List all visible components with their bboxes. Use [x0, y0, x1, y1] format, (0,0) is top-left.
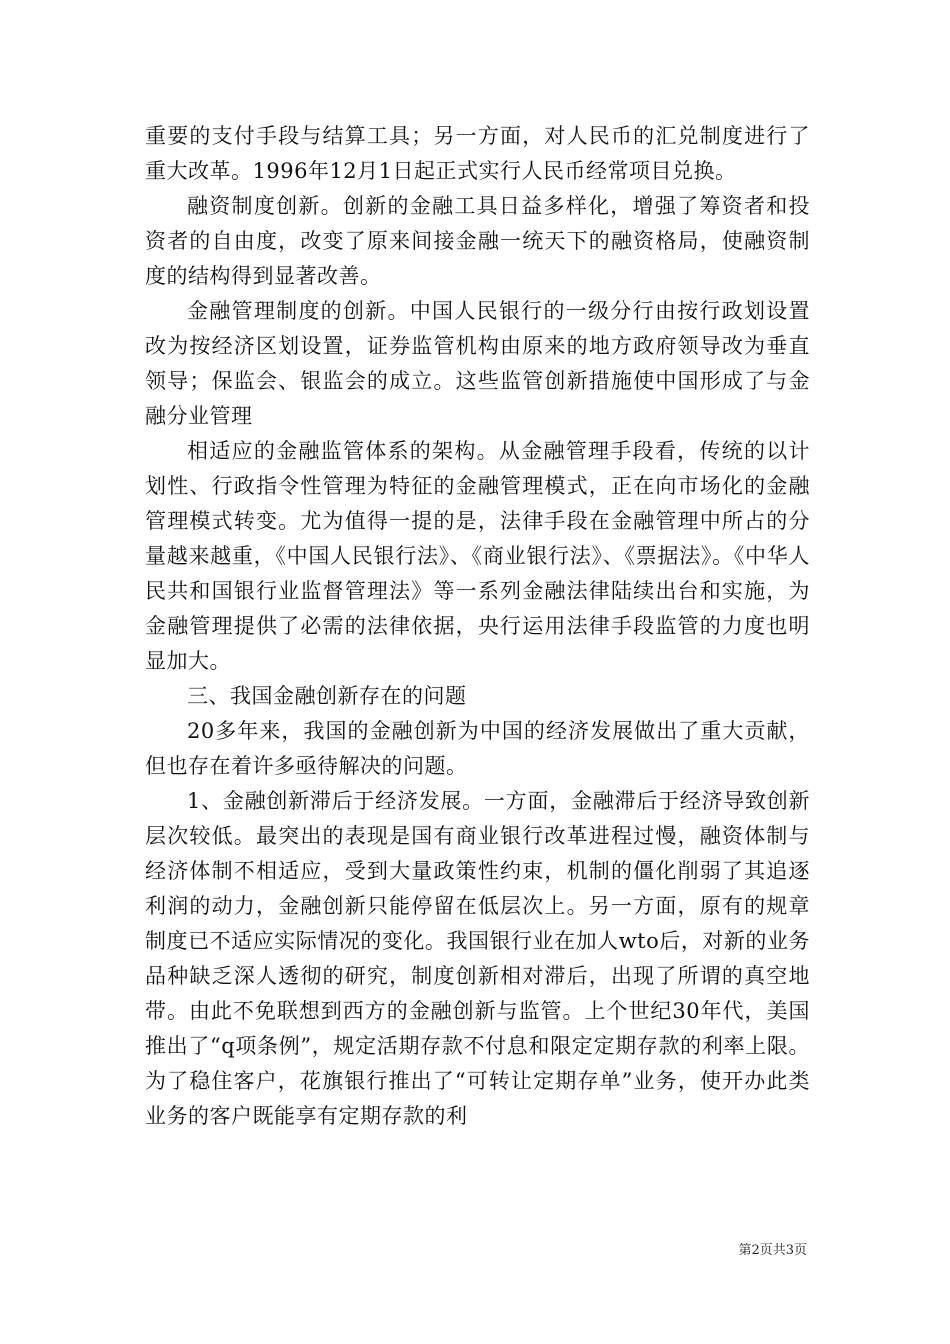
paragraph-1: 重要的支付手段与结算工具；另一方面，对人民币的汇兑制度进行了重大改革。1996年12月1日起正式实行人民币经常项目兑换。: [145, 124, 810, 183]
section-heading: 三、我国金融创新存在的问题: [187, 684, 467, 708]
body-text: [145, 119, 810, 1134]
paragraph-5: 20多年来，我国的金融创新为中国的经济发展做出了重大贡献，但也存在着许多亟待解决的问题。: [145, 719, 810, 778]
page-number: 第2页共3页: [738, 1243, 807, 1258]
paragraph-3: 金融管理制度的创新。中国人民银行的一级分行由按行政划设置改为按经济区划设置，证券监管机构由原来的地方政府领导改为垂直领导；保监会、银监会的成立。这些监管创新措施使中国形成了与金融分业管理: [145, 299, 810, 428]
paragraph-4: 相适应的金融监管体系的架构。从金融管理手段看，传统的以计划性、行政指令性管理为特征的金融管理模式，正在向市场化的金融管理模式转变。尤为值得一提的是，法律手段在金融管理中所占的分量越来越重，《中国人民银行法》、《商业银行法》、《票据法》。《中华人民共和国银行业监督管理法》等一系列金融法律陆续出台和实施，为金融管理提供了必需的法律依据，央行运用法律手段监管的力度也明显加大。: [145, 439, 810, 673]
paragraph-6: 1、金融创新滞后于经济发展。一方面，金融滞后于经济导致创新层次较低。最突出的表现是国有商业银行改革进程过慢，融资体制与经济体制不相适应，受到大量政策性约束，机制的僵化削弱了其追逐利润的动力，金融创新只能停留在低层次上。另一方面，原有的规章制度已不适应实际情况的变化。我国银行业在加人wto后，对新的业务品种缺乏深人透彻的研究，制度创新相对滞后，出现了所谓的真空地带。由此不免联想到西方的金融创新与监管。上个世纪30年代，美国推出了“q项条例”，规定活期存款不付息和限定定期存款的利率上限。为了稳住客户，花旗银行推出了“可转让定期存单”业务，使开办此类业务的客户既能享有定期存款的利: [145, 789, 810, 1128]
paragraph-2: 融资制度创新。创新的金融工具日益多样化，增强了筹资者和投资者的自由度，改变了原来间接金融一统天下的融资格局，使融资制度的结构得到显著改善。: [145, 194, 810, 288]
